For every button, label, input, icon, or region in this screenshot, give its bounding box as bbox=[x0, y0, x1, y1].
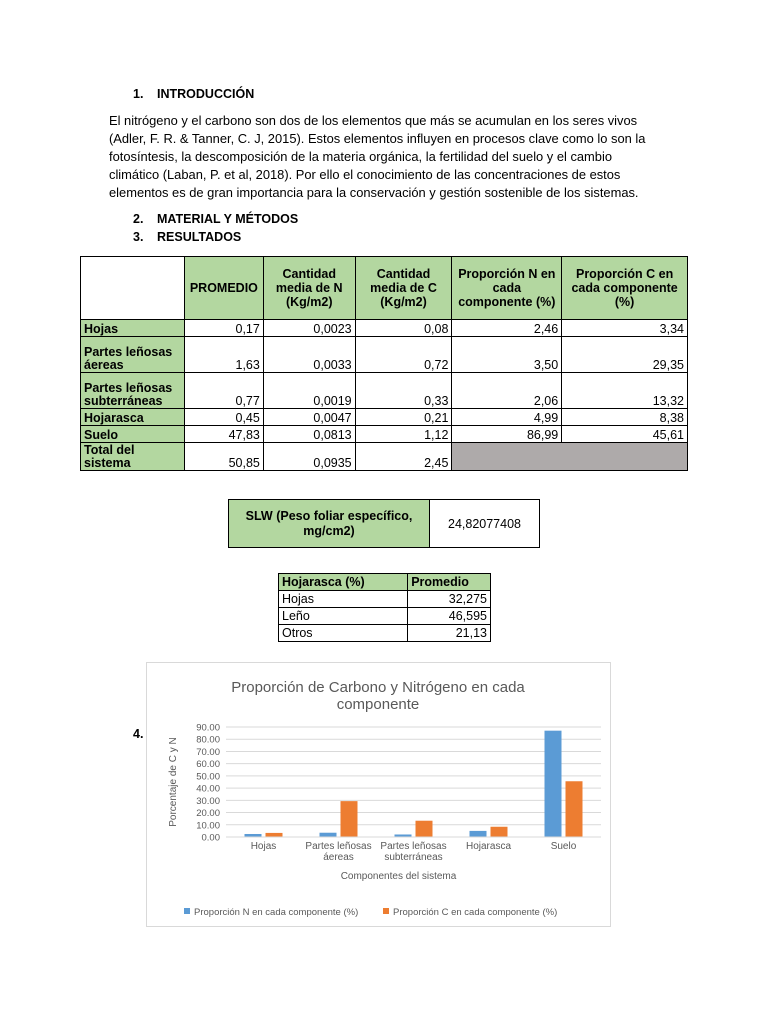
hojarasca-row-value: 46,595 bbox=[408, 608, 491, 625]
row-label: Hojas bbox=[81, 320, 185, 337]
y-tick-label: 90.00 bbox=[196, 722, 220, 734]
table-row bbox=[81, 320, 688, 337]
row-label: Partes leñosas subterráneas bbox=[81, 373, 185, 409]
cell-c-media: 0,72 bbox=[355, 337, 452, 373]
row-label: Partes leñosas áereas bbox=[81, 337, 185, 373]
cell-n-media: 0,0047 bbox=[263, 409, 355, 426]
x-category-label: Hojarasca bbox=[465, 841, 512, 852]
cell-c-proporcion: 45,61 bbox=[562, 426, 688, 443]
legend-label-n: Proporción N en cada componente (%) bbox=[194, 907, 359, 918]
y-tick-label: 40.00 bbox=[196, 783, 220, 795]
x-category-label: subterráneas bbox=[384, 852, 443, 863]
section-number: 3. bbox=[133, 230, 144, 244]
section-title: RESULTADOS bbox=[157, 230, 242, 244]
chart-title: Proporción de Carbono y Nitrógeno en cada bbox=[231, 679, 525, 696]
section-heading-material-metodos bbox=[133, 212, 298, 226]
cell-n-media: 0,0033 bbox=[263, 337, 355, 373]
section-number: 2. bbox=[133, 212, 144, 226]
hojarasca-row-label: Hojas bbox=[279, 591, 408, 608]
cell-n-media: 0,0019 bbox=[263, 373, 355, 409]
results-header-row bbox=[81, 257, 688, 320]
y-tick-label: 50.00 bbox=[196, 771, 220, 783]
cell-promedio: 1,63 bbox=[184, 337, 263, 373]
y-axis-label: Porcentaje de C y N bbox=[168, 737, 179, 827]
table-row bbox=[81, 373, 688, 409]
cell-c-media: 2,45 bbox=[355, 443, 452, 471]
table-row bbox=[81, 337, 688, 373]
cell-n-media: 0,0813 bbox=[263, 426, 355, 443]
bar-chart bbox=[147, 663, 610, 926]
table-row bbox=[279, 608, 491, 625]
y-tick-label: 0.00 bbox=[201, 832, 220, 844]
y-tick-label: 70.00 bbox=[196, 746, 220, 758]
bar-c bbox=[491, 827, 508, 837]
table-row bbox=[81, 409, 688, 426]
bar-c bbox=[416, 821, 433, 837]
cell-n-proporcion: 2,46 bbox=[452, 320, 562, 337]
section-number: 1. bbox=[133, 87, 144, 101]
cell-promedio: 50,85 bbox=[184, 443, 263, 471]
results-header-blank bbox=[81, 257, 185, 320]
row-label: Hojarasca bbox=[81, 409, 185, 426]
gray-empty-cell bbox=[452, 443, 688, 471]
cell-c-media: 0,33 bbox=[355, 373, 452, 409]
bar-n bbox=[470, 831, 487, 837]
bar-c bbox=[266, 833, 283, 837]
cell-c-proporcion: 3,34 bbox=[562, 320, 688, 337]
cell-c-media: 1,12 bbox=[355, 426, 452, 443]
cell-promedio: 0,45 bbox=[184, 409, 263, 426]
row-label: Total del sistema bbox=[81, 443, 185, 471]
x-category-label: Partes leñosas bbox=[305, 841, 372, 852]
chart-title: componente bbox=[336, 696, 420, 713]
cell-c-media: 0,21 bbox=[355, 409, 452, 426]
cell-n-media: 0,0023 bbox=[263, 320, 355, 337]
y-tick-label: 20.00 bbox=[196, 808, 220, 820]
x-category-label: Suelo bbox=[550, 841, 577, 852]
x-category-label: Hojas bbox=[250, 841, 277, 852]
legend-swatch-n bbox=[184, 908, 190, 914]
x-axis-label: Componentes del sistema bbox=[340, 871, 457, 882]
section-title: INTRODUCCIÓN bbox=[157, 87, 255, 101]
chart-container bbox=[146, 662, 611, 927]
slw-table bbox=[228, 499, 540, 548]
results-header-c-proporcion: Proporción C en cada componente (%) bbox=[562, 257, 688, 320]
section-heading-resultados bbox=[133, 230, 241, 244]
results-header-n-media: Cantidad media de N (Kg/m2) bbox=[263, 257, 355, 320]
slw-label: SLW (Peso foliar específico, mg/cm2) bbox=[229, 500, 430, 548]
cell-n-proporcion: 3,50 bbox=[452, 337, 562, 373]
x-category-label: áereas bbox=[323, 852, 354, 863]
cell-c-proporcion: 8,38 bbox=[562, 409, 688, 426]
y-tick-label: 80.00 bbox=[196, 734, 220, 746]
table-row bbox=[279, 591, 491, 608]
y-tick-label: 60.00 bbox=[196, 759, 220, 771]
cell-n-media: 0,0935 bbox=[263, 443, 355, 471]
cell-promedio: 47,83 bbox=[184, 426, 263, 443]
cell-c-media: 0,08 bbox=[355, 320, 452, 337]
row-label: Suelo bbox=[81, 426, 185, 443]
cell-promedio: 0,77 bbox=[184, 373, 263, 409]
section-heading-introduccion bbox=[133, 87, 254, 101]
bar-c bbox=[341, 801, 358, 837]
cell-n-proporcion: 86,99 bbox=[452, 426, 562, 443]
x-category-label: Partes leñosas bbox=[380, 841, 447, 852]
bar-n bbox=[545, 731, 562, 837]
cell-c-proporcion: 13,32 bbox=[562, 373, 688, 409]
y-tick-label: 30.00 bbox=[196, 795, 220, 807]
hojarasca-table bbox=[278, 573, 491, 642]
slw-value: 24,82077408 bbox=[430, 500, 540, 548]
hojarasca-row-label: Leño bbox=[279, 608, 408, 625]
intro-paragraph: El nitrógeno y el carbono son dos de los elementos que más se acumulan en los seres vivos (Adler, F. R. & Tanner, C. J, 2015). Estos elementos influyen en procesos clave como lo son la fotosíntesis, la descomposición de la materia orgánica, la fertilidad del suelo y el cambio climático (Laban, P. et al, 2018). Por ello el conocimiento de las concentraciones de estos elementos es de gran importancia para la conservación y gestión sostenible de los sistemas. bbox=[109, 113, 646, 200]
hojarasca-row-label: Otros bbox=[279, 625, 408, 642]
cell-c-proporcion: 29,35 bbox=[562, 337, 688, 373]
legend-label-c: Proporción C en cada componente (%) bbox=[393, 907, 558, 918]
results-header-c-media: Cantidad media de C (Kg/m2) bbox=[355, 257, 452, 320]
section-title: MATERIAL Y MÉTODOS bbox=[157, 212, 299, 226]
hojarasca-row-value: 21,13 bbox=[408, 625, 491, 642]
table-row-total bbox=[81, 443, 688, 471]
cell-n-proporcion: 2,06 bbox=[452, 373, 562, 409]
hojarasca-header-label: Hojarasca (%) bbox=[279, 574, 408, 591]
results-header-promedio: PROMEDIO bbox=[184, 257, 263, 320]
y-tick-label: 10.00 bbox=[196, 820, 220, 832]
section-number: 4. bbox=[133, 727, 144, 741]
cell-n-proporcion: 4,99 bbox=[452, 409, 562, 426]
results-header-n-proporcion: Proporción N en cada componente (%) bbox=[452, 257, 562, 320]
table-row bbox=[81, 426, 688, 443]
cell-promedio: 0,17 bbox=[184, 320, 263, 337]
table-row bbox=[279, 625, 491, 642]
bar-n bbox=[320, 833, 337, 837]
hojarasca-row-value: 32,275 bbox=[408, 591, 491, 608]
legend-swatch-c bbox=[383, 908, 389, 914]
bar-c bbox=[566, 781, 583, 837]
hojarasca-header-promedio: Promedio bbox=[408, 574, 491, 591]
results-table bbox=[80, 256, 688, 471]
